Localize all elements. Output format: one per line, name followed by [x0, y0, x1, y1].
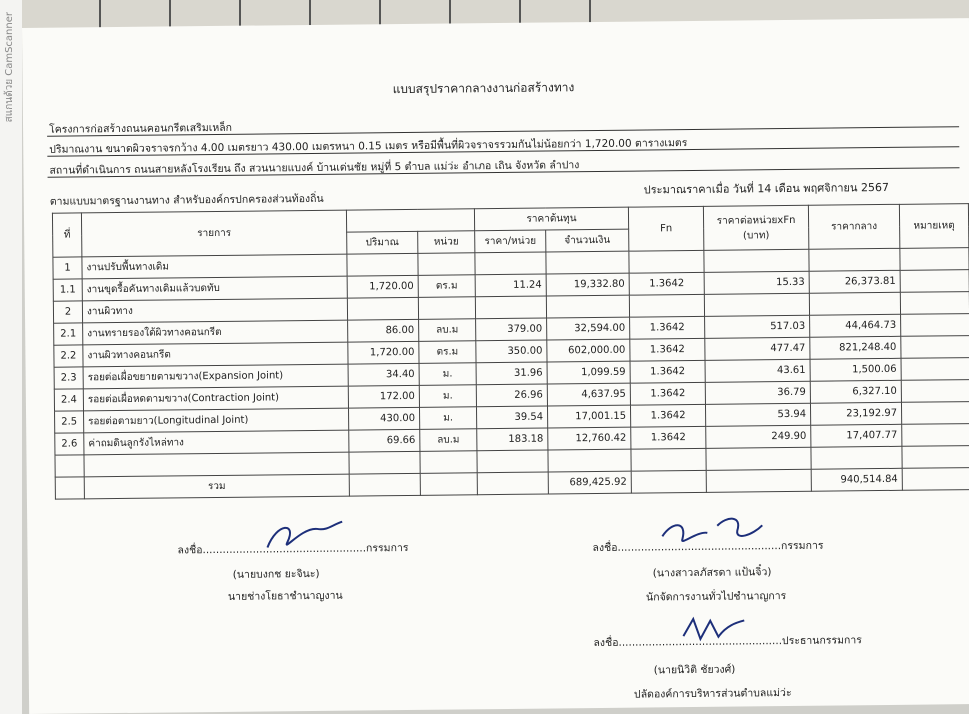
cell-amount: 32,594.00 [547, 317, 630, 340]
cell-note [901, 314, 969, 337]
cell-price-fn: 53.94 [705, 403, 810, 426]
cell-price-fn [706, 447, 811, 470]
cell-median [809, 248, 900, 271]
cell-qty: 1,720.00 [347, 275, 418, 298]
cell-qty: 69.66 [349, 429, 420, 452]
cell-note [901, 380, 969, 403]
cell-amount: 17,001.15 [547, 405, 630, 428]
cell-price-fn: 15.33 [704, 271, 809, 294]
cell-note [900, 270, 969, 293]
cell-no: 2.1 [54, 323, 83, 345]
header-unit-price: ราคา/หน่วย [475, 230, 546, 253]
cell-no: 2.6 [55, 433, 84, 455]
cell-price-fn [704, 293, 809, 316]
header-no: ที่ [52, 213, 81, 257]
cell-amount: 12,760.42 [548, 427, 631, 450]
cell-unit: ลบ.ม [420, 429, 477, 452]
cell-median: 6,327.10 [810, 380, 901, 403]
total-unit [420, 473, 477, 496]
cell-qty [349, 451, 420, 474]
cell-amount [546, 251, 629, 274]
cell-amount: 19,332.80 [546, 273, 629, 296]
cell-unit-price: 26.96 [476, 384, 547, 407]
signature-right-position: นักจัดการงานทั่วไปชำนาญการ [645, 590, 787, 604]
header-unit: หน่วย [418, 231, 475, 254]
signature-chair-name: (นายนิวิติ ชัยวงศ์) [653, 663, 736, 677]
cell-median: 26,373.81 [809, 270, 900, 293]
cell-note [900, 292, 969, 315]
cell-qty: 34.40 [348, 363, 419, 386]
cell-unit: ตร.ม [419, 341, 476, 364]
cell-median: 821,248.40 [810, 336, 901, 359]
cell-amount: 602,000.00 [547, 339, 630, 362]
cell-price-fn: 36.79 [705, 381, 810, 404]
cost-summary-table [52, 203, 969, 500]
cell-no: 2.2 [54, 345, 83, 367]
cell-qty: 1,720.00 [348, 341, 419, 364]
cell-unit-price [475, 296, 546, 319]
cell-price-fn [704, 249, 809, 272]
cell-fn: 1.3642 [630, 316, 705, 339]
cell-no: 1.1 [53, 279, 82, 301]
cell-item: รอยต่อเผื่อขยายตามขวาง(Expansion Joint) [83, 364, 348, 389]
cell-no: 2 [53, 301, 82, 323]
total-note [902, 468, 969, 491]
cell-median [811, 446, 902, 469]
cell-qty [347, 253, 418, 276]
header-note: หมายเหตุ [899, 204, 968, 249]
cell-item: งานผิวทาง [82, 298, 347, 323]
cell-no: 2.4 [54, 389, 83, 411]
cell-amount [548, 449, 631, 472]
signature-left-position: นายช่างโยธาชำนาญงาน [227, 589, 343, 603]
header-price-fn-unit: (บาท) [742, 229, 770, 241]
table-body [53, 248, 969, 478]
total-qty [349, 473, 420, 496]
total-median: 940,514.84 [811, 468, 902, 491]
header-fn: Fn [628, 206, 703, 251]
cell-item: งานทรายรองใต้ผิวทางคอนกรีต [83, 320, 348, 345]
total-price-fn [706, 469, 811, 492]
cell-no: 2.3 [54, 367, 83, 389]
signature-right-name: (นางสาวลภัสรดา แป้นจิ๋ว) [652, 566, 772, 580]
cell-unit: ม. [419, 385, 476, 408]
cell-note [902, 446, 969, 469]
cell-note [901, 336, 969, 359]
cell-price-fn: 477.47 [705, 337, 810, 360]
cell-note [900, 248, 969, 271]
document-title: แบบสรุปราคากลางงานก่อสร้างทาง [392, 80, 575, 97]
cell-unit-price [475, 252, 546, 275]
cell-item: งานผิวทางคอนกรีต [83, 342, 348, 367]
cell-unit-price: 11.24 [475, 274, 546, 297]
cell-unit-price: 350.00 [476, 340, 547, 363]
cell-median [809, 292, 900, 315]
total-unit-price [477, 472, 548, 495]
header-price-fn [703, 205, 808, 250]
cell-median: 1,500.06 [810, 358, 901, 381]
header-qty: ปริมาณ [347, 231, 418, 254]
cell-fn: 1.3642 [630, 338, 705, 361]
standard-reference: ตามแบบมาตรฐานงานทาง สำหรับองค์กรปกครองส่วนท้องถิ่น [49, 192, 324, 208]
cell-qty: 172.00 [348, 385, 419, 408]
cell-fn [629, 294, 704, 317]
cell-fn: 1.3642 [630, 382, 705, 405]
total-no [55, 477, 84, 499]
total-label: รวม [84, 474, 349, 499]
signature-left-line: ลงชื่อ.................................................กรรมการ [177, 541, 409, 557]
cell-item [84, 452, 349, 477]
cell-note [901, 358, 969, 381]
cell-unit [418, 253, 475, 276]
cell-fn [629, 250, 704, 273]
signature-chair-position: ปลัดองค์การบริหารส่วนตำบลแม่ว่ะ [633, 686, 792, 701]
cell-fn: 1.3642 [631, 426, 706, 449]
cell-no: 2.5 [55, 411, 84, 433]
work-quantity: ปริมาณงาน ขนาดผิวจราจรกว้าง 4.00 เมตรยาว 430.00 เมตรหนา 0.15 เมตร หรือมีพื้นที่ผิวจราจรรวมกันไม่น้อยกว่า 1,720.00 ตารางเมตร [49, 137, 688, 156]
cell-fn: 1.3642 [629, 272, 704, 295]
total-fn [631, 470, 706, 493]
header-spacer [346, 209, 474, 232]
cell-price-fn: 249.90 [706, 425, 811, 448]
cell-unit-price: 379.00 [476, 318, 547, 341]
project-name: โครงการก่อสร้างถนนคอนกรีตเสริมเหล็ก [49, 121, 233, 136]
cell-item: ค่าถมดินลูกรังไหล่ทาง [84, 430, 349, 455]
cell-fn: 1.3642 [630, 360, 705, 383]
cell-no [55, 455, 84, 477]
cell-unit: ม. [419, 363, 476, 386]
cell-unit-price: 183.18 [477, 428, 548, 451]
cell-amount: 1,099.59 [547, 361, 630, 384]
scan-margin [0, 0, 22, 714]
header-amount: จำนวนเงิน [546, 229, 629, 252]
document-page [22, 18, 969, 714]
header-base-cost: ราคาต้นทุน [474, 207, 628, 231]
cell-note [902, 424, 969, 447]
signature-chair-line: ลงชื่อ.................................................ประธานกรรมการ [593, 634, 862, 650]
cell-qty: 86.00 [348, 319, 419, 342]
signature-left-name: (นายบงกช ยะจินะ) [232, 567, 320, 581]
cell-note [901, 402, 969, 425]
header-median: ราคากลาง [808, 204, 899, 249]
cell-price-fn: 43.61 [705, 359, 810, 382]
cell-unit-price: 31.96 [476, 362, 547, 385]
cell-unit [420, 451, 477, 474]
cell-unit: ตร.ม [418, 275, 475, 298]
cell-median: 44,464.73 [810, 314, 901, 337]
cell-median: 23,192.97 [810, 402, 901, 425]
camscanner-watermark: สแกนด้วย CamScanner [4, 12, 15, 123]
cell-unit: ม. [419, 407, 476, 430]
work-location: สถานที่ดำเนินการ ถนนสายหลังโรงเรียน ถึง สวนนายแบงค์ บ้านเด่นชัย หมู่ที่ 5 ตำบล แม่ว่ะ อำเภอ เถิน จังหวัด ลำปาง [49, 159, 580, 177]
cell-item: งานปรับพื้นทางเดิม [82, 254, 347, 279]
cell-amount [546, 295, 629, 318]
total-amount: 689,425.92 [548, 471, 631, 494]
cell-item: รอยต่อเผื่อหดตามขวาง(Contraction Joint) [83, 386, 348, 411]
cell-fn: 1.3642 [630, 404, 705, 427]
cell-item: งานขุดรื้อคันทางเดิมแล้วบดทับ [82, 276, 347, 301]
cell-fn [631, 448, 706, 471]
header-item: รายการ [81, 210, 346, 257]
cell-unit-price [477, 450, 548, 473]
signature-right-line: ลงชื่อ.................................................กรรมการ [592, 539, 824, 555]
cell-qty: 430.00 [348, 407, 419, 430]
cell-unit [418, 297, 475, 320]
cell-median: 17,407.77 [811, 424, 902, 447]
cell-unit-price: 39.54 [476, 406, 547, 429]
cell-qty [347, 297, 418, 320]
header-price-fn-label: ราคาต่อหน่วยxFn [716, 214, 796, 227]
cell-item: รอยต่อตามยาว(Longitudinal Joint) [84, 408, 349, 433]
cell-no: 1 [53, 257, 82, 279]
cell-amount: 4,637.95 [547, 383, 630, 406]
cell-price-fn: 517.03 [705, 315, 810, 338]
cell-unit: ลบ.ม [419, 319, 476, 342]
estimate-date: ประมาณราคาเมื่อ วันที่ 14 เดือน พฤศจิกายน 2567 [643, 180, 890, 197]
